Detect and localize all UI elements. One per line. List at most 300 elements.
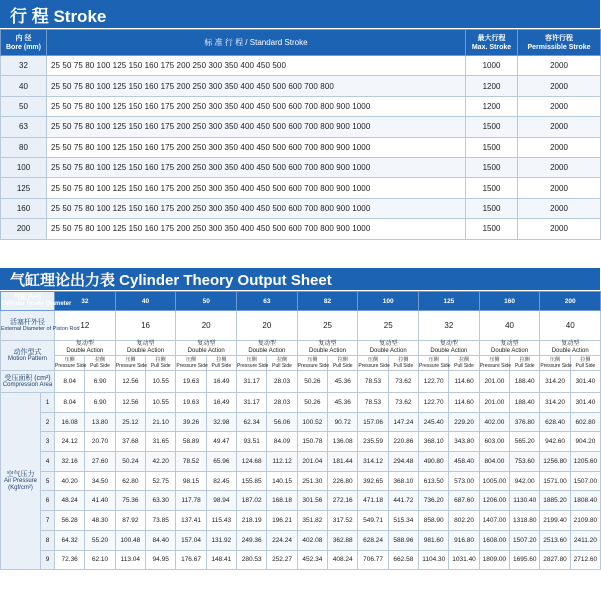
pull-side-cell xyxy=(570,356,600,371)
permissible-stroke-cell: 2000 xyxy=(518,96,601,116)
output-force-cell: 48.30 xyxy=(85,511,115,531)
press-side-en: Pressure Side xyxy=(115,363,148,369)
rod-value: 32 xyxy=(419,311,480,341)
pressure-value: 4 xyxy=(41,452,55,472)
output-force-cell: 62.34 xyxy=(237,412,267,432)
output-force-cell: 301.40 xyxy=(570,393,600,413)
area-value: 31.17 xyxy=(237,371,267,393)
output-force-cell: 13.80 xyxy=(85,412,115,432)
output-force-cell: 858.90 xyxy=(419,511,449,531)
permissible-stroke-cell: 2000 xyxy=(518,198,601,218)
output-force-cell: 471.18 xyxy=(358,491,388,511)
press-side-en: Pressure Side xyxy=(419,363,451,369)
pull-side-cell xyxy=(85,356,115,371)
output-force-cell: 904.20 xyxy=(570,432,600,452)
output-force-cell: 753.60 xyxy=(510,452,540,472)
pull-side-en: Pull Side xyxy=(150,363,171,369)
output-force-cell: 150.78 xyxy=(297,432,327,452)
area-value: 73.62 xyxy=(388,371,418,393)
theory-section-title: 气缸理论出力表 Cylinder Theory Output Sheet xyxy=(0,268,600,290)
output-force-cell: 201.04 xyxy=(297,452,327,472)
double-action-cn: 复动型 xyxy=(439,341,458,347)
output-force-cell: 1608.00 xyxy=(479,530,509,550)
bore-cell: 40 xyxy=(1,76,47,96)
output-force-cell: 226.80 xyxy=(328,471,358,491)
rod-value: 16 xyxy=(115,311,176,341)
press-side-cell xyxy=(297,356,330,371)
output-force-cell: 314.20 xyxy=(540,393,570,413)
output-force-cell: 628.40 xyxy=(540,412,570,432)
pull-side-en: Pull Side xyxy=(332,363,353,369)
area-value: 201.00 xyxy=(479,371,509,393)
output-force-cell: 65.96 xyxy=(206,452,236,472)
max-header-cn: 最大行程 xyxy=(477,34,506,42)
double-action-cn: 复动型 xyxy=(257,341,276,347)
pressure-row xyxy=(1,491,601,511)
output-force-cell: 98.94 xyxy=(206,491,236,511)
output-force-cell: 37.68 xyxy=(115,432,145,452)
area-value: 10.55 xyxy=(146,371,176,393)
side-row xyxy=(1,356,601,371)
output-force-cell: 52.75 xyxy=(146,471,176,491)
pull-side-cell xyxy=(449,356,479,371)
output-force-cell: 28.03 xyxy=(267,393,297,413)
pressure-row xyxy=(1,530,601,550)
pressure-value: 3 xyxy=(41,432,55,452)
pull-side-cn: 拉侧 xyxy=(155,357,166,363)
stroke-row xyxy=(1,198,601,218)
bore-value: 32 xyxy=(55,292,116,311)
output-force-cell: 84.09 xyxy=(267,432,297,452)
stroke-row xyxy=(1,178,601,198)
output-force-cell: 916.80 xyxy=(449,530,479,550)
bore-label xyxy=(1,292,72,311)
double-action-en: Double Action xyxy=(491,348,529,354)
output-force-cell: 94.95 xyxy=(146,550,176,570)
bore-cell: 50 xyxy=(1,96,47,116)
output-force-cell: 942.60 xyxy=(540,432,570,452)
max-stroke-cell: 1500 xyxy=(466,219,518,239)
output-force-cell: 31.17 xyxy=(237,393,267,413)
press-side-cn: 压侧 xyxy=(550,357,561,363)
output-force-cell: 87.92 xyxy=(115,511,145,531)
bore-label-cn: 气缸内径 xyxy=(13,294,42,301)
pull-side-cell xyxy=(267,356,297,371)
bore-cell: 63 xyxy=(1,117,47,137)
area-value: 114.60 xyxy=(449,371,479,393)
output-force-cell: 16.08 xyxy=(55,412,85,432)
bore-cell: 100 xyxy=(1,157,47,177)
output-force-cell: 1507.00 xyxy=(570,471,600,491)
pull-side-cn: 拉侧 xyxy=(580,357,591,363)
max-stroke-cell: 1500 xyxy=(466,178,518,198)
output-force-cell: 187.02 xyxy=(237,491,267,511)
press-side-cn: 压侧 xyxy=(64,357,75,363)
area-value: 50.26 xyxy=(297,371,327,393)
pressure-value: 2 xyxy=(41,412,55,432)
pull-side-en: Pull Side xyxy=(575,363,596,369)
output-force-cell: 100.52 xyxy=(297,412,327,432)
motion-row xyxy=(1,341,601,356)
permissible-stroke-cell: 2000 xyxy=(518,137,601,157)
pull-side-en: Pull Side xyxy=(393,363,414,369)
double-action-en: Double Action xyxy=(309,348,347,354)
output-force-cell: 565.20 xyxy=(510,432,540,452)
output-force-cell: 49.47 xyxy=(206,432,236,452)
output-force-cell: 55.20 xyxy=(85,530,115,550)
pull-side-cell xyxy=(328,356,358,371)
output-force-cell: 218.19 xyxy=(237,511,267,531)
stroke-row xyxy=(1,157,601,177)
double-action-cn: 复动型 xyxy=(197,341,216,347)
double-action-cell xyxy=(297,341,358,356)
pull-side-cn: 拉侧 xyxy=(519,357,530,363)
stroke-section-title: 行 程 Stroke xyxy=(0,0,600,28)
output-force-cell: 1206.00 xyxy=(479,491,509,511)
area-label-en: Compression Area xyxy=(2,381,53,388)
area-value: 28.03 xyxy=(267,371,297,393)
stroke-row xyxy=(1,219,601,239)
output-force-cell: 1808.40 xyxy=(570,491,600,511)
bore-value: 40 xyxy=(115,292,176,311)
pressure-value: 8 xyxy=(41,530,55,550)
permissible-header-en: Permissible Stroke xyxy=(527,43,591,51)
max-header-en: Max. Stroke xyxy=(471,43,512,51)
stroke-row xyxy=(1,76,601,96)
output-force-cell: 2513.60 xyxy=(540,530,570,550)
rod-label-en: External Diameter of Piston Rod xyxy=(1,325,80,332)
output-force-cell: 42.20 xyxy=(146,452,176,472)
area-value: 78.53 xyxy=(358,371,388,393)
output-force-cell: 82.45 xyxy=(206,471,236,491)
output-force-cell: 245.40 xyxy=(419,412,449,432)
press-side-cell xyxy=(115,356,148,371)
output-force-cell: 176.67 xyxy=(176,550,206,570)
output-force-cell: 1318.80 xyxy=(510,511,540,531)
bore-cell: 80 xyxy=(1,137,47,157)
output-force-cell: 2827.80 xyxy=(540,550,570,570)
output-force-cell: 31.65 xyxy=(146,432,176,452)
max-stroke-cell: 1000 xyxy=(466,56,518,76)
standard-strokes-cell: 25 50 75 80 100 125 150 160 175 200 250 300 350 400 450 500 600 700 800 900 1000 xyxy=(47,219,466,239)
output-force-cell: 1104.30 xyxy=(419,550,449,570)
output-force-cell: 490.80 xyxy=(419,452,449,472)
output-force-cell: 113.04 xyxy=(115,550,145,570)
double-action-en: Double Action xyxy=(430,348,468,354)
pressure-value: 1 xyxy=(41,393,55,413)
output-force-cell: 252.27 xyxy=(267,550,297,570)
stroke-row xyxy=(1,96,601,116)
bore-header-cn: 内 径 xyxy=(15,34,32,42)
area-label xyxy=(1,371,55,393)
output-force-cell: 376.80 xyxy=(510,412,540,432)
area-value: 6.90 xyxy=(85,371,115,393)
permissible-stroke-cell: 2000 xyxy=(518,178,601,198)
permissible-stroke-cell: 2000 xyxy=(518,76,601,96)
output-force-cell: 196.21 xyxy=(267,511,297,531)
output-force-cell: 63.30 xyxy=(146,491,176,511)
output-force-cell: 112.12 xyxy=(267,452,297,472)
standard-strokes-cell: 25 50 75 80 100 125 150 160 175 200 250 300 350 400 450 500 600 700 800 900 1000 xyxy=(47,178,466,198)
output-force-cell: 314.12 xyxy=(358,452,388,472)
motion-label-cn: 动作型式 xyxy=(13,348,42,356)
output-force-cell: 157.04 xyxy=(176,530,206,550)
output-force-cell: 628.24 xyxy=(358,530,388,550)
stroke-header-row xyxy=(1,30,601,56)
rod-value: 25 xyxy=(297,311,358,341)
output-force-cell: 98.15 xyxy=(176,471,206,491)
bore-value: 160 xyxy=(479,292,540,311)
pull-side-cn: 拉侧 xyxy=(277,357,288,363)
output-force-cell: 1130.40 xyxy=(510,491,540,511)
pressure-row xyxy=(1,550,601,570)
output-force-cell: 136.08 xyxy=(328,432,358,452)
double-action-cell xyxy=(115,341,176,356)
output-force-cell: 1005.00 xyxy=(479,471,509,491)
pull-side-en: Pull Side xyxy=(272,363,292,369)
area-value: 122.70 xyxy=(419,371,449,393)
output-force-cell: 1507.20 xyxy=(510,530,540,550)
pressure-row xyxy=(1,412,601,432)
output-force-cell: 34.50 xyxy=(85,471,115,491)
output-force-cell: 441.72 xyxy=(388,491,418,511)
output-force-cell: 301.56 xyxy=(297,491,327,511)
bore-value: 100 xyxy=(358,292,419,311)
output-force-cell: 58.89 xyxy=(176,432,206,452)
area-value: 188.40 xyxy=(510,371,540,393)
output-force-cell: 224.24 xyxy=(267,530,297,550)
motion-label-en: Motion Pattern xyxy=(7,355,48,362)
double-action-cell xyxy=(540,341,601,356)
pull-side-cell xyxy=(146,356,176,371)
output-force-cell: 122.70 xyxy=(419,393,449,413)
pressure-row xyxy=(1,511,601,531)
output-force-cell: 114.60 xyxy=(449,393,479,413)
output-force-cell: 280.53 xyxy=(237,550,267,570)
double-action-en: Double Action xyxy=(127,348,165,354)
output-force-cell: 20.70 xyxy=(85,432,115,452)
output-force-cell: 73.85 xyxy=(146,511,176,531)
press-side-cn: 压侧 xyxy=(246,357,257,363)
double-action-cn: 复动型 xyxy=(75,341,94,347)
output-force-cell: 40.20 xyxy=(55,471,85,491)
output-force-cell: 27.60 xyxy=(85,452,115,472)
max-stroke-cell: 1500 xyxy=(466,198,518,218)
output-force-cell: 21.10 xyxy=(146,412,176,432)
output-force-cell: 48.24 xyxy=(55,491,85,511)
double-action-cn: 复动型 xyxy=(561,341,580,347)
area-value: 12.56 xyxy=(115,371,145,393)
output-force-cell: 45.36 xyxy=(328,393,358,413)
standard-strokes-cell: 25 50 75 80 100 125 150 160 175 200 250 300 350 400 450 500 600 700 800 900 1000 xyxy=(47,96,466,116)
output-force-cell: 351.82 xyxy=(297,511,327,531)
output-force-cell: 736.20 xyxy=(419,491,449,511)
air-pressure-en: Air Pressure xyxy=(3,477,37,484)
press-side-cn: 压侧 xyxy=(368,357,379,363)
max-stroke-header xyxy=(466,30,518,56)
output-force-cell: 201.00 xyxy=(479,393,509,413)
max-stroke-cell: 1500 xyxy=(466,137,518,157)
output-force-cell: 6.90 xyxy=(85,393,115,413)
pull-side-cn: 拉侧 xyxy=(95,357,106,363)
pull-side-cn: 拉侧 xyxy=(398,357,409,363)
double-action-en: Double Action xyxy=(66,348,104,354)
pull-side-cell xyxy=(510,356,540,371)
permissible-header-cn: 容许行程 xyxy=(545,34,573,42)
bore-header-en: Bore (mm) xyxy=(5,43,41,51)
output-force-cell: 62.80 xyxy=(115,471,145,491)
output-force-cell: 408.24 xyxy=(328,550,358,570)
pressure-row xyxy=(1,452,601,472)
output-force-cell: 155.85 xyxy=(237,471,267,491)
air-pressure-unit: (Kgf/cm²) xyxy=(8,484,33,491)
rod-value: 20 xyxy=(237,311,298,341)
area-value: 8.04 xyxy=(55,371,85,393)
output-force-cell: 220.86 xyxy=(388,432,418,452)
output-force-cell: 10.55 xyxy=(146,393,176,413)
pressure-value: 9 xyxy=(41,550,55,570)
stroke-row xyxy=(1,137,601,157)
output-force-cell: 100.48 xyxy=(115,530,145,550)
output-force-cell: 368.10 xyxy=(419,432,449,452)
press-side-en: Pressure Side xyxy=(55,363,87,369)
rod-row xyxy=(1,311,601,341)
rod-value: 40 xyxy=(479,311,540,341)
output-force-cell: 1695.60 xyxy=(510,550,540,570)
standard-strokes-cell: 25 50 75 80 100 125 150 160 175 200 250 300 350 400 450 500 600 700 800 900 1000 xyxy=(47,198,466,218)
bore-cell: 200 xyxy=(1,219,47,239)
permissible-stroke-cell: 2000 xyxy=(518,56,601,76)
air-pressure-label xyxy=(1,393,41,570)
max-stroke-cell: 1500 xyxy=(466,157,518,177)
press-side-cell xyxy=(176,356,206,371)
output-force-cell: 137.41 xyxy=(176,511,206,531)
permissible-stroke-cell: 2000 xyxy=(518,219,601,239)
output-force-cell: 2199.40 xyxy=(540,511,570,531)
max-stroke-cell: 1500 xyxy=(466,117,518,137)
standard-strokes-cell: 25 50 75 80 100 125 150 160 175 200 250 300 350 400 450 500 600 700 800 900 1000 xyxy=(47,157,466,177)
output-force-cell: 294.48 xyxy=(388,452,418,472)
bore-value: 200 xyxy=(540,292,601,311)
double-action-cell xyxy=(55,341,116,356)
pull-side-cn: 拉侧 xyxy=(337,357,348,363)
output-force-cell: 251.30 xyxy=(297,471,327,491)
output-force-cell: 368.10 xyxy=(388,471,418,491)
rod-label-cn: 活塞杆外径 xyxy=(10,318,45,326)
area-label-cn: 受压面积 (cm²) xyxy=(4,374,51,382)
pull-side-cn: 拉侧 xyxy=(459,357,470,363)
output-force-cell: 235.59 xyxy=(358,432,388,452)
press-side-en: Pressure Side xyxy=(540,363,572,369)
bore-value: 63 xyxy=(237,292,298,311)
pressure-row xyxy=(1,432,601,452)
output-force-cell: 115.43 xyxy=(206,511,236,531)
output-force-cell: 56.28 xyxy=(55,511,85,531)
output-force-cell: 78.53 xyxy=(358,393,388,413)
output-force-cell: 140.15 xyxy=(267,471,297,491)
permissible-stroke-cell: 2000 xyxy=(518,157,601,177)
pull-side-cn: 拉侧 xyxy=(216,357,227,363)
output-force-cell: 84.40 xyxy=(146,530,176,550)
stroke-table xyxy=(0,29,601,240)
output-force-cell: 804.00 xyxy=(479,452,509,472)
pressure-value: 5 xyxy=(41,471,55,491)
output-force-cell: 1031.40 xyxy=(449,550,479,570)
bore-value: 125 xyxy=(419,292,480,311)
area-value: 314.20 xyxy=(540,371,570,393)
output-force-cell: 272.16 xyxy=(328,491,358,511)
bore-value: 50 xyxy=(176,292,237,311)
press-side-cell xyxy=(237,356,267,371)
output-force-cell: 249.36 xyxy=(237,530,267,550)
bore-cell: 125 xyxy=(1,178,47,198)
rod-value: 20 xyxy=(176,311,237,341)
output-force-cell: 2712.60 xyxy=(570,550,600,570)
output-force-cell: 549.71 xyxy=(358,511,388,531)
output-force-cell: 802.20 xyxy=(449,511,479,531)
output-force-cell: 93.51 xyxy=(237,432,267,452)
output-force-cell: 12.56 xyxy=(115,393,145,413)
output-force-cell: 39.26 xyxy=(176,412,206,432)
double-action-en: Double Action xyxy=(187,348,225,354)
rod-value: 25 xyxy=(358,311,419,341)
air-pressure-cn: 空气压力 xyxy=(6,470,35,478)
stroke-row xyxy=(1,56,601,76)
output-force-cell: 343.80 xyxy=(449,432,479,452)
output-force-cell: 148.41 xyxy=(206,550,236,570)
double-action-cn: 复动型 xyxy=(379,341,398,347)
press-side-cn: 压侧 xyxy=(186,357,197,363)
output-force-cell: 452.34 xyxy=(297,550,327,570)
output-force-cell: 317.52 xyxy=(328,511,358,531)
output-force-cell: 157.06 xyxy=(358,412,388,432)
double-action-cell xyxy=(419,341,480,356)
area-value: 19.63 xyxy=(176,371,206,393)
output-force-cell: 19.63 xyxy=(176,393,206,413)
output-force-cell: 50.26 xyxy=(297,393,327,413)
pressure-row xyxy=(1,471,601,491)
output-force-cell: 2109.80 xyxy=(570,511,600,531)
output-force-cell: 181.44 xyxy=(328,452,358,472)
bore-cell: 160 xyxy=(1,198,47,218)
theory-output-table xyxy=(0,291,601,570)
pull-side-cell xyxy=(206,356,236,371)
output-force-cell: 981.60 xyxy=(419,530,449,550)
double-action-cell xyxy=(237,341,298,356)
double-action-cell xyxy=(358,341,419,356)
output-force-cell: 41.40 xyxy=(85,491,115,511)
output-force-cell: 117.78 xyxy=(176,491,206,511)
output-force-cell: 1885.20 xyxy=(540,491,570,511)
press-side-en: Pressure Side xyxy=(297,363,330,369)
motion-label xyxy=(1,341,55,371)
rod-label xyxy=(1,311,80,341)
output-force-cell: 687.60 xyxy=(449,491,479,511)
standard-stroke-header: 标 准 行 程 / Standard Stroke xyxy=(47,30,466,56)
output-force-cell: 515.34 xyxy=(388,511,418,531)
area-value: 301.40 xyxy=(570,371,600,393)
output-force-cell: 124.68 xyxy=(237,452,267,472)
output-force-cell: 25.12 xyxy=(115,412,145,432)
output-force-cell: 1809.00 xyxy=(479,550,509,570)
output-force-cell: 16.49 xyxy=(206,393,236,413)
output-force-cell: 706.77 xyxy=(358,550,388,570)
standard-strokes-cell: 25 50 75 80 100 125 150 160 175 200 250 300 350 400 450 500 600 700 800 900 1000 xyxy=(47,117,466,137)
double-action-en: Double Action xyxy=(551,348,589,354)
output-force-cell: 392.65 xyxy=(358,471,388,491)
output-force-cell: 662.58 xyxy=(388,550,418,570)
press-side-cell xyxy=(419,356,449,371)
